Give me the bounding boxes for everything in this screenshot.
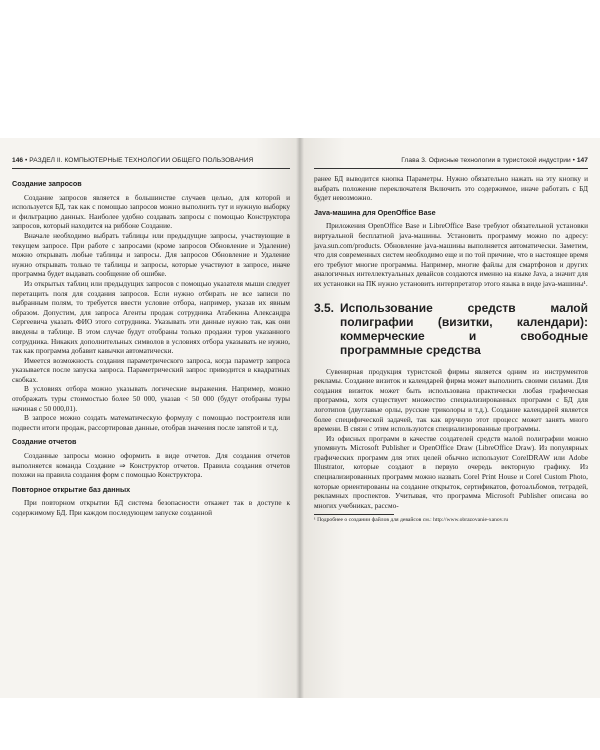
- paragraph: Созданные запросы можно оформить в виде отчетов. Для создания отчетов выполняется команда Создание ⇒ Конструктор отчетов. Правила создания отчетов похожи на правила создания форм с помощью Конструктора.: [12, 451, 290, 480]
- right-page: [300, 138, 600, 698]
- heading-queries: Создание запросов: [12, 179, 82, 188]
- right-running-header: [314, 155, 588, 169]
- book-gutter-shadow: [296, 138, 304, 698]
- paragraph: Сувенирная продукция туристской фирмы является одним из инструментов рекламы. Создание визиток и календарей фирма может выполнить своими силами. Для создания визиток может быть использована практически любая графическая программа, хотя существует множество специализированных программ с БД для логотипов (двуглавые орлы, русские триколоры и т.д.). Создание календарей является более специфической задачей, так как вручную этот процесс может занять много времени. В связи с этим используются специализированные программы.: [314, 366, 588, 434]
- paragraph: Приложения OpenOffice Base и LibreOffice Base требуют обязательной установки виртуальной бесплатной java-машины. Установить программу можно по адресу: java.sun.com/products. Обновление java-машины выполняется автоматически. Заметим, что для современных систем необходимо еще и по той причине, что в настоящее время его требуют многие программы. Например, многие файлы для смартфонов и других аналогичных интеллектуальных девайсов создаются именно на языке Java, а значит для их установки на ПК нужно установить интерпретатор этого языка в виде java-машины¹.: [314, 221, 588, 288]
- paragraph: Вначале необходимо выбрать таблицы или предыдущие запросы, участвующие в текущем запросе. При работе с запросами (кроме запросов Обновление и Удаление) можно открывать любые таблицы и запросы. Для запросов Обновление и Удаление нужно открывать только те таблицы и запросы, которые участвуют в запросе, иначе программа будет выдавать сообщение об ошибке.: [12, 230, 290, 279]
- paragraph: В условиях отбора можно указывать логические выражения. Например, можно отображать туры стоимостью более 50 000, указав < 50 000 (будут отобраны туры начиная с 50 000,01).: [12, 384, 290, 413]
- left-page: [0, 138, 300, 698]
- heading-reports: Создание отчетов: [12, 437, 77, 447]
- paragraph: В запросе можно создать математическую формулу с помощью построителя или подвести итоги продаж, рассортировав данные, отобрав значения после запятой и т.д.: [12, 413, 290, 432]
- paragraph: Из офисных программ в качестве создателей средств малой полиграфии можно упомянуть Microsoft Publisher и OpenOffice Draw (LibreOffice Draw). Из популярных графических программ для этих целей обычно используют CorelDRAW или Adobe Illustrator, которые создают в первую очередь векторную графику. Из специализированных программ можно назвать Corel Print House и Corel Custom Photo, которые ориентированы на создание открыток, сертификатов, фотоальбомов, тетрадей, рекламных проспектов. Учитывая, что программа Microsoft Publisher описана во многих учебниках, рассмо-: [314, 433, 588, 510]
- heading-java: Java-машина для OpenOffice Base: [314, 207, 436, 217]
- right-page-content: [314, 174, 588, 524]
- book-spread: [0, 138, 600, 698]
- left-page-number: 146: [12, 157, 24, 164]
- right-header-title: Глава 3. Офисные технологии в туристской индустрии •: [401, 157, 575, 164]
- section-number: 3.5.: [314, 300, 335, 315]
- left-page-content: [12, 174, 290, 518]
- left-running-header: [12, 155, 290, 169]
- footnote-rule: [314, 514, 394, 515]
- heading-reopen: Повторное открытие баз данных: [12, 484, 131, 494]
- right-page-number: 147: [576, 157, 588, 164]
- paragraph: Создание запросов является в большинстве случаев целью, для которой и используется БД, так как с помощью запросов можно выполнить тут и нужную выборку и фильтрацию данных. Наиболее удобно создавать запросы с помощью Конструктора запросов, который находится на риббоне Создание.: [12, 192, 290, 231]
- paragraph: Имеется возможность создания параметрического запроса, когда параметр запроса указывается после запуска запроса. Параметрический запрос приводится в квадратных скобках.: [12, 355, 290, 384]
- section-heading: [314, 301, 588, 357]
- section-title: Использование средств малой полиграфии (визитки, календари): коммерческие и свободные программные средства: [340, 300, 588, 357]
- footnote: ¹ Подробнее о создании файлов для девайсов см.: http://www.obrazovanie-xanov.ru: [314, 517, 509, 524]
- paragraph: ранее БД выводится кнопка Параметры. Нужно обязательно нажать на эту кнопку и выбрать положение переключателя Включить это содержимое, иначе работать с БД будет невозможно.: [314, 174, 588, 203]
- paragraph: При повторном открытии БД система безопасности откажет так в доступе к содержимому БД. При каждом последующем запуске созданной: [12, 498, 290, 517]
- left-header-title: • РАЗДЕЛ II. КОМПЬЮТЕРНЫЕ ТЕХНОЛОГИИ ОБЩЕГО ПОЛЬЗОВАНИЯ: [25, 157, 254, 164]
- paragraph: Из открытых таблиц или предыдущих запросов с помощью указателя мыши следует перетащить поля для создания запросов. Если нужно отбирать не все записи по выбранным полям, то требуется ввести условие отбора, например, указав их явным образом. Допустим, для запроса Агенты продаж сотрудника Атабекина Александра Сергеевича указать ФИО этого сотрудника. Указывать эти данные нужно так, как они введены в таблице. В этом случае будут отобраны только продажи туров указанного сотрудника. Никаких дополнительных символов в условиях отбора указывать не нужно, так как программа добавит кавычки автоматически.: [12, 278, 290, 356]
